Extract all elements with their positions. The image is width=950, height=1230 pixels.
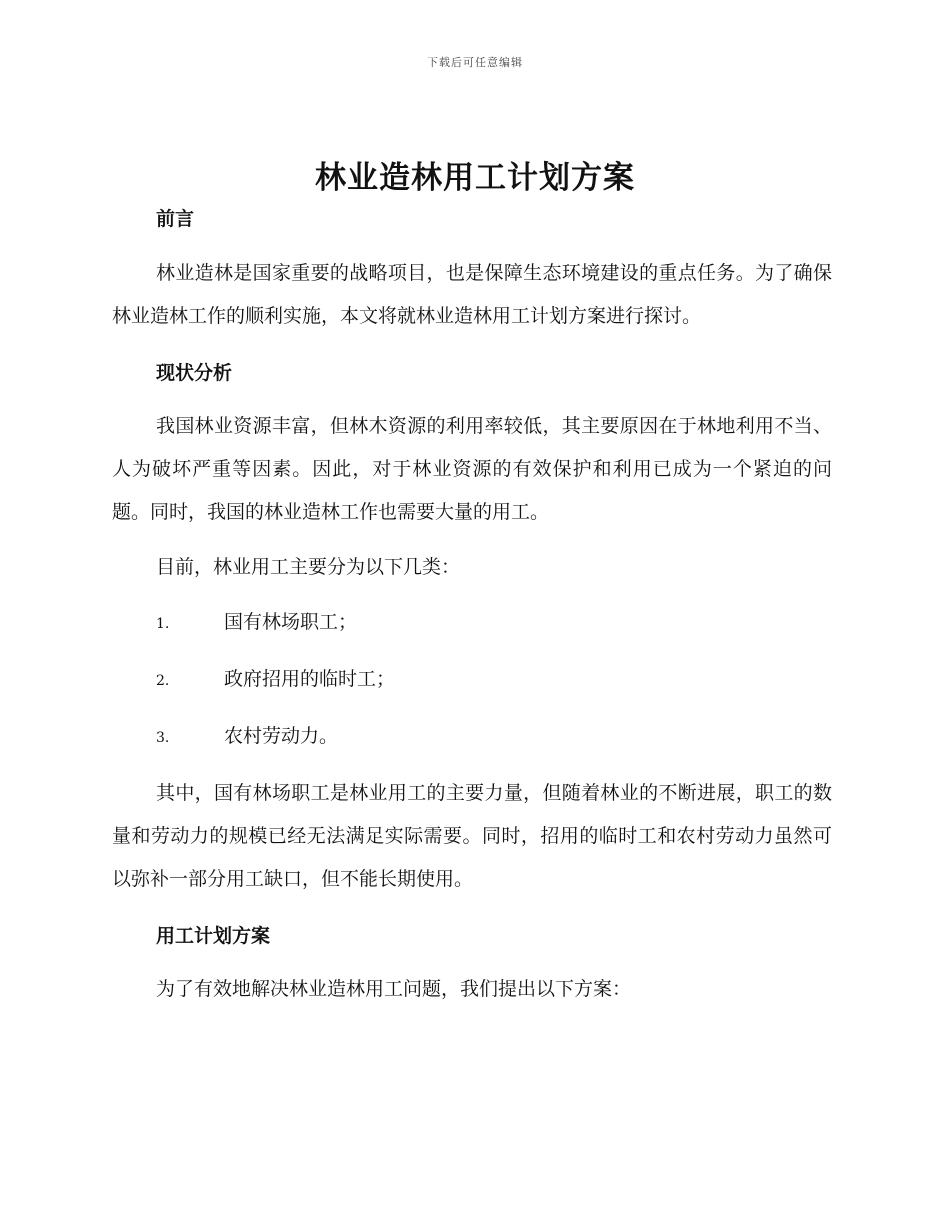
- section-preface: [112, 202, 832, 338]
- list-item: [112, 601, 832, 646]
- list-number: 1.: [156, 616, 170, 632]
- labor-type-list: [112, 601, 832, 760]
- paragraph: 为了有效地解决林业造林用工问题，我们提出以下方案：: [156, 978, 632, 1000]
- section-heading: 现状分析: [156, 362, 233, 384]
- list-number: 2.: [156, 673, 170, 689]
- paragraph: 我国林业资源丰富，但林木资源的利用率较低，其主要原因在于林地利用不当、人为破坏严重等因素。因此，对于林业资源的有效保护和利用已成为一个紧迫的问题。同时，我国的林业造林工作也需要大量的用工。: [112, 415, 832, 523]
- section-status-analysis: [112, 356, 832, 901]
- paragraph: 其中，国有林场职工是林业用工的主要力量，但随着林业的不断进展，职工的数量和劳动力的规模已经无法满足实际需要。同时，招用的临时工和农村劳动力虽然可以弥补一部分用工缺口，但不能长期使用。: [112, 782, 832, 890]
- document-title: 林业造林用工计划方案: [315, 160, 635, 196]
- list-text: 国有林场职工；: [224, 611, 358, 633]
- header-note: 下载后可任意编辑: [427, 56, 523, 69]
- list-item: [112, 715, 832, 760]
- document-body: [112, 202, 832, 1011]
- paragraph: 林业造林是国家重要的战略项目，也是保障生态环境建设的重点任务。为了确保林业造林工作的顺利实施，本文将就林业造林用工计划方案进行探讨。: [112, 262, 832, 327]
- list-text: 农村劳动力。: [224, 725, 339, 747]
- paragraph: 目前，林业用工主要分为以下几类：: [156, 556, 461, 578]
- section-heading: 用工计划方案: [156, 925, 271, 947]
- section-heading: 前言: [156, 208, 195, 230]
- section-employment-plan: [112, 919, 832, 1011]
- list-number: 3.: [156, 730, 170, 746]
- list-text: 政府招用的临时工；: [224, 668, 396, 690]
- list-item: [112, 658, 832, 703]
